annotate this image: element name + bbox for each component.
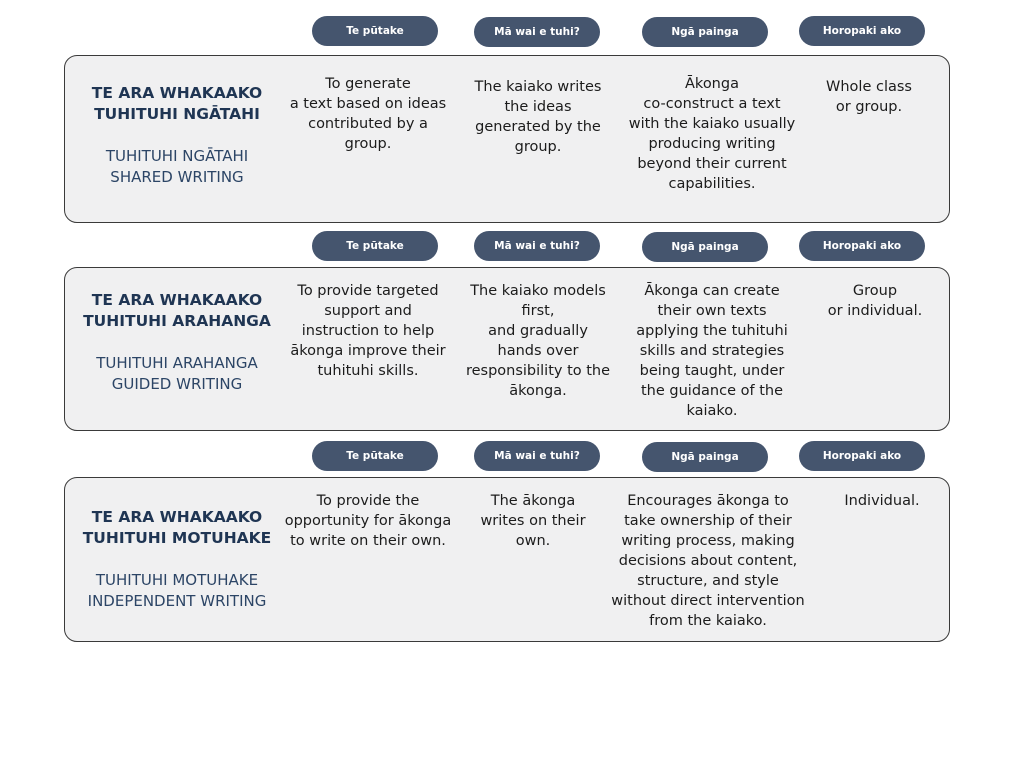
who-writes-cell: The ākonga writes on their own. bbox=[480, 493, 586, 549]
benefits-header-pill: Ngā painga bbox=[642, 232, 768, 262]
who-writes-cell: The kaiako writes the ideas generated by the group. bbox=[474, 79, 602, 155]
approach-title bbox=[65, 83, 289, 125]
approach-subtitle-line: INDEPENDENT WRITING bbox=[87, 592, 267, 610]
approach-subtitle-line: TUHITUHI MOTUHAKE bbox=[95, 571, 259, 589]
approach-title-line: TE ARA WHAKAAKO bbox=[91, 84, 263, 102]
independent-writing-card bbox=[64, 477, 950, 642]
benefits-cell: Ākonga can create their own texts applying the tuhituhi skills and strategies being taught, under the guidance of the kaiako. bbox=[636, 283, 788, 419]
benefits-cell: Ākonga co-construct a text with the kaiako usually producing writing beyond their current capabilities. bbox=[628, 76, 796, 192]
approach-title-line: TUHITUHI NGĀTAHI bbox=[94, 105, 260, 123]
guided-writing-title-block bbox=[65, 290, 289, 395]
context-header-pill: Horopaki ako bbox=[799, 441, 925, 471]
context-header-pill: Horopaki ako bbox=[799, 231, 925, 261]
approach-title-line: TUHITUHI MOTUHAKE bbox=[82, 529, 272, 547]
purpose-cell: To provide the opportunity for ākonga to write on their own. bbox=[284, 493, 452, 549]
approach-title-line: TUHITUHI ARAHANGA bbox=[83, 312, 271, 330]
approach-subtitle bbox=[65, 570, 289, 612]
approach-subtitle-line: TUHITUHI ARAHANGA bbox=[96, 354, 258, 372]
shared-writing-title-block bbox=[65, 83, 289, 188]
context-header-pill: Horopaki ako bbox=[799, 16, 925, 46]
who-writes-header-pill: Mā wai e tuhi? bbox=[474, 231, 600, 261]
who-writes-header-pill: Mā wai e tuhi? bbox=[474, 17, 600, 47]
purpose-cell: To generate a text based on ideas contributed by a group. bbox=[289, 76, 447, 152]
approach-subtitle-line: TUHITUHI NGĀTAHI bbox=[105, 147, 249, 165]
independent-writing-title-block bbox=[65, 507, 289, 612]
approach-title bbox=[65, 507, 289, 549]
context-cell: Group or individual. bbox=[827, 283, 923, 319]
benefits-header-pill: Ngā painga bbox=[642, 17, 768, 47]
benefits-header-pill: Ngā painga bbox=[642, 442, 768, 472]
guided-writing-card bbox=[64, 267, 950, 431]
approach-subtitle-line: GUIDED WRITING bbox=[111, 375, 243, 393]
purpose-header-pill: Te pūtake bbox=[312, 441, 438, 471]
context-cell: Whole class or group. bbox=[826, 79, 912, 115]
approach-title bbox=[65, 290, 289, 332]
approach-title-line: TE ARA WHAKAAKO bbox=[91, 291, 263, 309]
approach-title-line: TE ARA WHAKAAKO bbox=[91, 508, 263, 526]
who-writes-header-pill: Mā wai e tuhi? bbox=[474, 441, 600, 471]
approach-subtitle-line: SHARED WRITING bbox=[110, 168, 244, 186]
purpose-header-pill: Te pūtake bbox=[312, 16, 438, 46]
approach-subtitle bbox=[65, 146, 289, 188]
context-cell: Individual. bbox=[844, 493, 920, 509]
approach-subtitle bbox=[65, 353, 289, 395]
purpose-header-pill: Te pūtake bbox=[312, 231, 438, 261]
shared-writing-card bbox=[64, 55, 950, 223]
purpose-cell: To provide targeted support and instruction to help ākonga improve their tuhituhi skills. bbox=[290, 283, 446, 379]
who-writes-cell: The kaiako models first, and gradually hands over responsibility to the ākonga. bbox=[465, 283, 611, 399]
benefits-cell: Encourages ākonga to take ownership of their writing process, making decisions about content, structure, and style without direct intervention from the kaiako. bbox=[611, 493, 805, 629]
